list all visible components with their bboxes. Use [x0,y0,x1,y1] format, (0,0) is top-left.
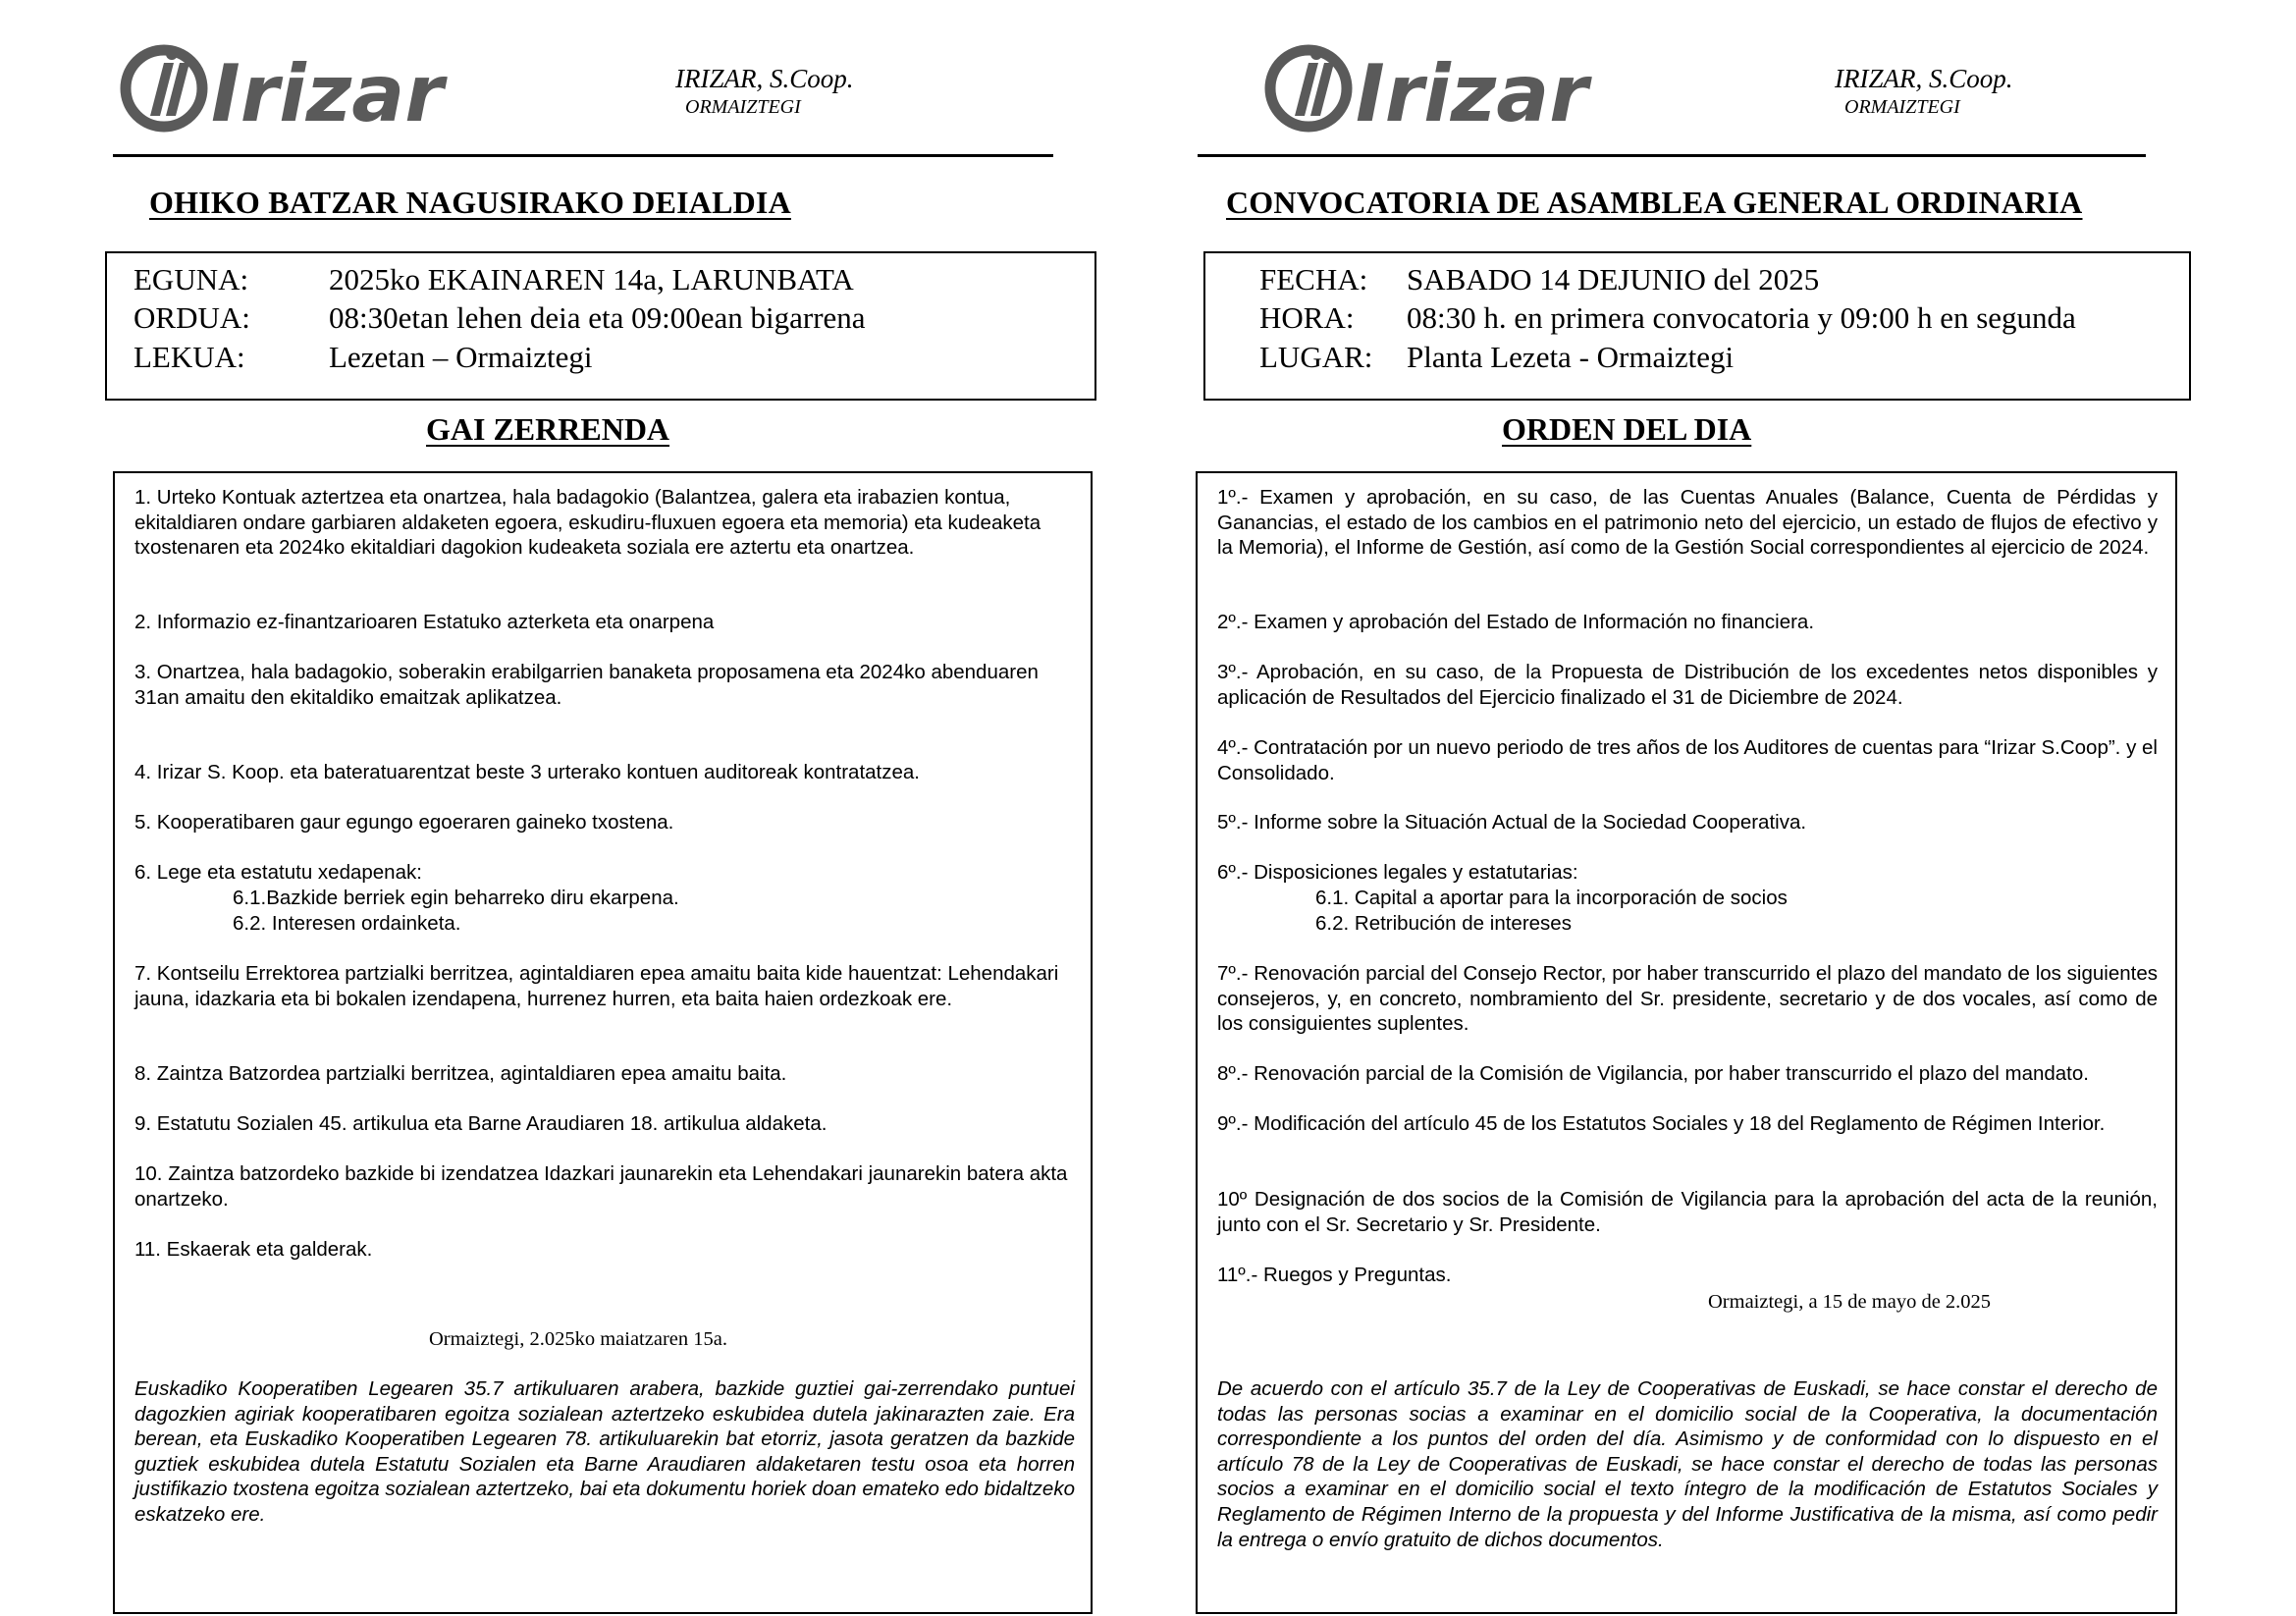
agenda-item: 5. Kooperatibaren gaur egungo egoeraren gaineko txostena. [134,811,674,834]
agenda-item: 6º.- Disposiciones legales y estatutarias: [1217,861,1578,884]
agenda-item: 10. Zaintza batzordeko bazkide bi izendatzea Idazkari jaunarekin eta Lehendakari jaunarekin batera akta onartzeko. [134,1162,1068,1211]
info-label: FECHA: [1259,261,1368,296]
info-label: HORA: [1259,300,1355,336]
info-row-date [1259,260,2189,299]
page-title: OHIKO BATZAR NAGUSIRAKO DEIALDIA [149,185,791,220]
agenda-item: 1. Urteko Kontuak aztertzea eta onartzea, hala badagokio (Balantzea, galera eta irabazien kontua, ekitaldiaren ondare garbiaren aldaketen egoera, eskudiru-fluxuen egoera eta memoria) eta kudeaketa txostenaren eta 2024ko ekitaldiari dagokion kudeaketa soziala ere aztertu eta onartzea. [134,486,1041,560]
logo-wordmark: Irizar [211,48,444,139]
agenda-item: 10º Designación de dos socios de la Comisión de Vigilancia para la aprobación del acta de la reunión, junto con el Sr. Secretario y Sr. Presidente. [1217,1188,2158,1236]
agenda-item: 2º.- Examen y aprobación del Estado de Información no financiera. [1217,611,1815,633]
agenda-item: 9º.- Modificación del artículo 45 de los Estatutos Sociales y 18 del Reglamento de Régimen Interior. [1217,1112,2106,1135]
info-value: Planta Lezeta - Ormaiztegi [1407,339,1735,374]
agenda-title: GAI ZERRENDA [426,411,670,447]
info-row-date [133,260,1095,299]
agenda-subitem: 6.2. Retribución de intereses [1315,912,1572,935]
header-rule [113,154,1053,157]
agenda-item: 1º.- Examen y aprobación, en su caso, de las Cuentas Anuales (Balance, Cuenta de Pérdidas y Ganancias, el estado de los cambios en el patrimonio neto del ejercicio, un estado de flujos de efectivo y la Memoria), el Informe de Gestión, así como de la Gestión Social correspondientes al ejercicio de 2024. [1217,486,2158,560]
info-label: LUGAR: [1259,339,1373,374]
agenda-item: 6. Lege eta estatutu xedapenak: [134,861,422,884]
company-header [1835,64,2013,119]
info-value: 08:30 h. en primera convocatoria y 09:00 h en segunda [1407,300,2076,336]
agenda-item: 3. Onartzea, hala badagokio, soberakin erabilgarrien banaketa proposamena eta 2024ko abenduaren 31an amaitu den ekitaldiko emaitzak aplikatzea. [134,661,1039,709]
info-row-place [133,338,1095,377]
agenda-subitem: 6.2. Interesen ordainketa. [233,912,461,935]
legal-note: Euskadiko Kooperatiben Legearen 35.7 artikuluaren arabera, bazkide guztiei gai-zerrendako puntuei dagozkien agiriak kooperatibaren egoitza sozialean aztertzeko eskubidea dutela jakinarazten zaie. Era berean, eta Euskadiko Kooperatiben Legearen 78. artikuluarekin bat etorriz, jasota geratzen da bazkide guztiek eskubidea dutela Estatutu Sozialen eta Barne Araudiaren aldaketaren testu osoa eta horren justifikazio txostena egoitza sozialean aztertzeko, bai eta dokumentu horiek doan emateko edo bidaltzeko eskatzeko ere. [134,1377,1075,1526]
company-town: ORMAIZTEGI [685,96,801,118]
info-row-time [133,299,1095,339]
agenda-item: 2. Informazio ez-finantzarioaren Estatuko azterketa eta onarpena [134,611,715,633]
agenda-item: 11º.- Ruegos y Preguntas. [1217,1264,1452,1286]
page-spanish [1148,0,2295,1616]
info-label: ORDUA: [133,300,250,336]
agenda-box [113,471,1093,1614]
agenda-item: 5º.- Informe sobre la Situación Actual de la Sociedad Cooperativa. [1217,811,1807,834]
agenda-subitem: 6.1. Capital a aportar para la incorporación de socios [1315,887,1788,909]
agenda-item: 7º.- Renovación parcial del Consejo Rector, por haber transcurrido el plazo del mandato de los siguientes consejeros, y, en concreto, nombramiento del Sr. presidente, secretario y de dos vocales, así como de los consiguientes suplentes. [1217,962,2158,1036]
agenda-item: 11. Eskaerak eta galderak. [134,1238,373,1261]
company-name: IRIZAR, S.Coop. [1835,64,2013,93]
agenda-item: 9. Estatutu Sozialen 45. artikulua eta Barne Araudiaren 18. artikulua aldaketa. [134,1112,828,1135]
irizar-logo [113,29,466,142]
place-date: Ormaiztegi, 2.025ko maiatzaren 15a. [429,1328,727,1350]
agenda-item: 8. Zaintza Batzordea partzialki berritzea, agintaldiaren epea amaitu baita. [134,1062,787,1085]
info-value: SABADO 14 DEJUNIO del 2025 [1407,261,1820,296]
info-row-time [1259,299,2189,339]
agenda-item: 4º.- Contratación por un nuevo periodo de tres años de los Auditores de cuentas para “Irizar S.Coop”. y el Consolidado. [1217,736,2158,784]
agenda-title: ORDEN DEL DIA [1502,411,1752,447]
agenda-box [1196,471,2177,1614]
agenda-item: 8º.- Renovación parcial de la Comisión de Vigilancia, por haber transcurrido el plazo del mandato. [1217,1062,2089,1085]
meeting-info-box [1203,251,2191,401]
irizar-logo [1257,29,1611,142]
legal-note: De acuerdo con el artículo 35.7 de la Ley de Cooperativas de Euskadi, se hace constar el derecho de todas las personas socias a examinar en el domicilio social de la Cooperativa, la documentación correspondiente a los puntos del orden del día. Asimismo y de conformidad con lo dispuesto en el artículo 78 de la Ley de Cooperativas de Euskadi, se hace constar el derecho de todas las personas socios a examinar en el domicilio social el texto íntegro de la modificación de Estatutos Sociales y Reglamento de Régimen Interno de la propuesta y del Informe Justificativa de la misma, así como pedir la entrega o envío gratuito de dichos documentos. [1217,1377,2158,1551]
info-row-place [1259,338,2189,377]
company-town: ORMAIZTEGI [1844,96,1960,118]
company-header [675,64,854,119]
agenda-item: 7. Kontseilu Errektorea partzialki berritzea, agintaldiaren epea amaitu baita kide hauentzat: Lehendakari jauna, idazkaria eta bi bokalen izendapena, hurrenez hurren, eta baita haien ordezkoak ere. [134,962,1059,1010]
info-value: Lezetan – Ormaiztegi [329,339,593,374]
logo-wordmark: Irizar [1356,48,1588,139]
info-label: LEKUA: [133,339,245,374]
page-title: CONVOCATORIA DE ASAMBLEA GENERAL ORDINARIA [1226,185,2083,220]
info-label: EGUNA: [133,261,249,296]
info-value: 08:30etan lehen deia eta 09:00ean bigarrena [329,300,866,336]
agenda-subitem: 6.1.Bazkide berriek egin beharreko diru ekarpena. [233,887,679,909]
place-date: Ormaiztegi, a 15 de mayo de 2.025 [1708,1291,1992,1313]
agenda-item: 4. Irizar S. Koop. eta bateratuarentzat beste 3 urterako kontuen auditoreak kontratatzea. [134,761,920,783]
info-value: 2025ko EKAINAREN 14a, LARUNBATA [329,261,854,296]
header-rule [1198,154,2146,157]
company-name: IRIZAR, S.Coop. [675,64,854,93]
meeting-info-box [105,251,1096,401]
agenda-item: 3º.- Aprobación, en su caso, de la Propuesta de Distribución de los excedentes netos disponibles y aplicación de Resultados del Ejercicio finalizado el 31 de Diciembre de 2024. [1217,661,2158,709]
